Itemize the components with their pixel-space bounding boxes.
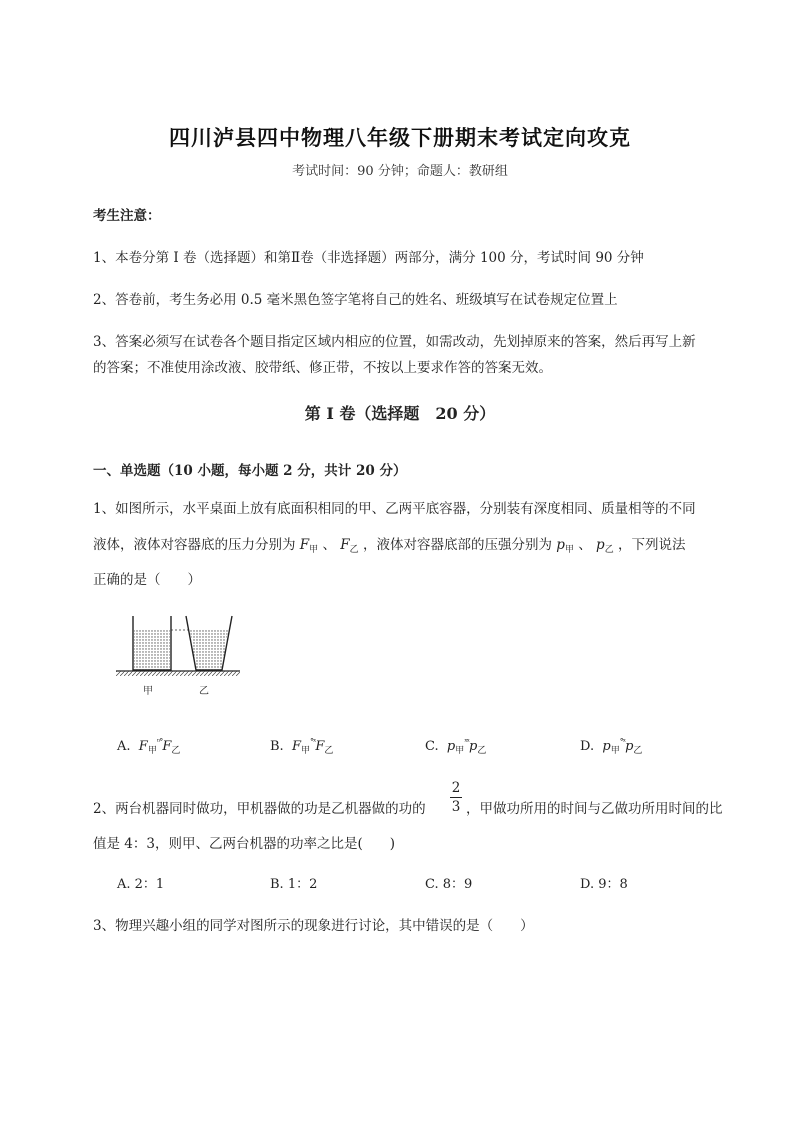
q1-text-c: ，下列说法 — [618, 537, 686, 553]
q1-line-1: 1、如图所示，水平桌面上放有底面积相同的甲、乙两平底容器，分别装有深度相同、质量相等的不同 — [93, 501, 696, 517]
q1-option-a[interactable]: A. $F_甲^{^n^\circ}F_乙$ — [117, 737, 181, 756]
q2-option-b[interactable]: B. 1：2 — [270, 877, 318, 892]
q1-option-c[interactable]: C. $p_甲^{ˣˣ}p_乙$ — [425, 737, 487, 756]
notice-heading: 考生注意： — [93, 208, 161, 224]
q1-option-d[interactable]: D. $p_甲^{^\circ ˣ}p_乙$ — [580, 737, 643, 756]
section-title: 第 I 卷（选择题 20 分） — [304, 404, 496, 423]
separator: 、 — [578, 537, 592, 553]
part-heading: 一、单选题（10 小题，每小题 2 分，共计 20 分） — [93, 463, 407, 479]
q1-text-a: 液体，液体对容器底的压力分别为 — [93, 537, 296, 553]
q1-option-b[interactable]: B. $F_甲^{^\circ ˣ}F_乙$ — [270, 737, 334, 756]
q1-line-3: 正确的是（ ） — [93, 572, 201, 588]
q1-line-2 — [93, 533, 686, 555]
q2-line-1a: 2、两台机器同时做功，甲机器做的功是乙机器做的功的 — [93, 801, 426, 817]
pressure-yi: $p_乙$ — [596, 537, 614, 555]
q3-line-1: 3、物理兴趣小组的同学对图所示的现象进行讨论，其中错误的是（ ） — [93, 918, 534, 934]
q2-line-1b: ，甲做功所用的时间与乙做功所用时间的比 — [466, 801, 723, 817]
exam-info: 考试时间：90 分钟；命题人：教研组 — [292, 164, 508, 179]
notice-item-3: 3、答案必须写在试卷各个题目指定区域内相应的位置，如需改动，先划掉原来的答案，然后再写上新 — [93, 334, 696, 350]
notice-item-2: 2、答卷前，考生务必用 0.5 毫米黑色签字笔将自己的姓名、班级填写在试卷规定位置上 — [93, 292, 618, 308]
liquid-jia — [134, 630, 170, 670]
q1-text-b: ，液体对容器底部的压强分别为 — [362, 537, 552, 553]
q2-option-a[interactable]: A. 2：1 — [117, 877, 165, 892]
figure-label-yi: 乙 — [199, 686, 209, 697]
separator: 、 — [322, 537, 336, 553]
force-jia: $F_甲$ — [299, 537, 319, 555]
notice-item-1: 1、本卷分第 I 卷（选择题）和第Ⅱ卷（非选择题）两部分，满分 100 分，考试时间 90 分钟 — [93, 250, 644, 266]
figure-label-jia: 甲 — [143, 686, 153, 697]
notice-item-3-cont: 的答案；不准使用涂改液、胶带纸、修正带，不按以上要求作答的答案无效。 — [93, 360, 552, 376]
liquid-yi — [190, 630, 228, 670]
pressure-jia: $p_甲$ — [556, 537, 574, 555]
q2-option-d[interactable]: D. 9：8 — [580, 877, 628, 892]
containers-figure — [112, 612, 242, 696]
table-hatch — [116, 671, 240, 676]
force-yi: $F_乙$ — [340, 537, 359, 555]
q2-option-c[interactable]: C. 8：9 — [425, 877, 473, 892]
page-title: 四川泸县四中物理八年级下册期末考试定向攻克 — [169, 125, 631, 150]
q2-line-2: 值是 4：3，则甲、乙两台机器的功率之比是( ) — [93, 836, 396, 852]
fraction-two-thirds: 2 3 — [451, 780, 461, 815]
